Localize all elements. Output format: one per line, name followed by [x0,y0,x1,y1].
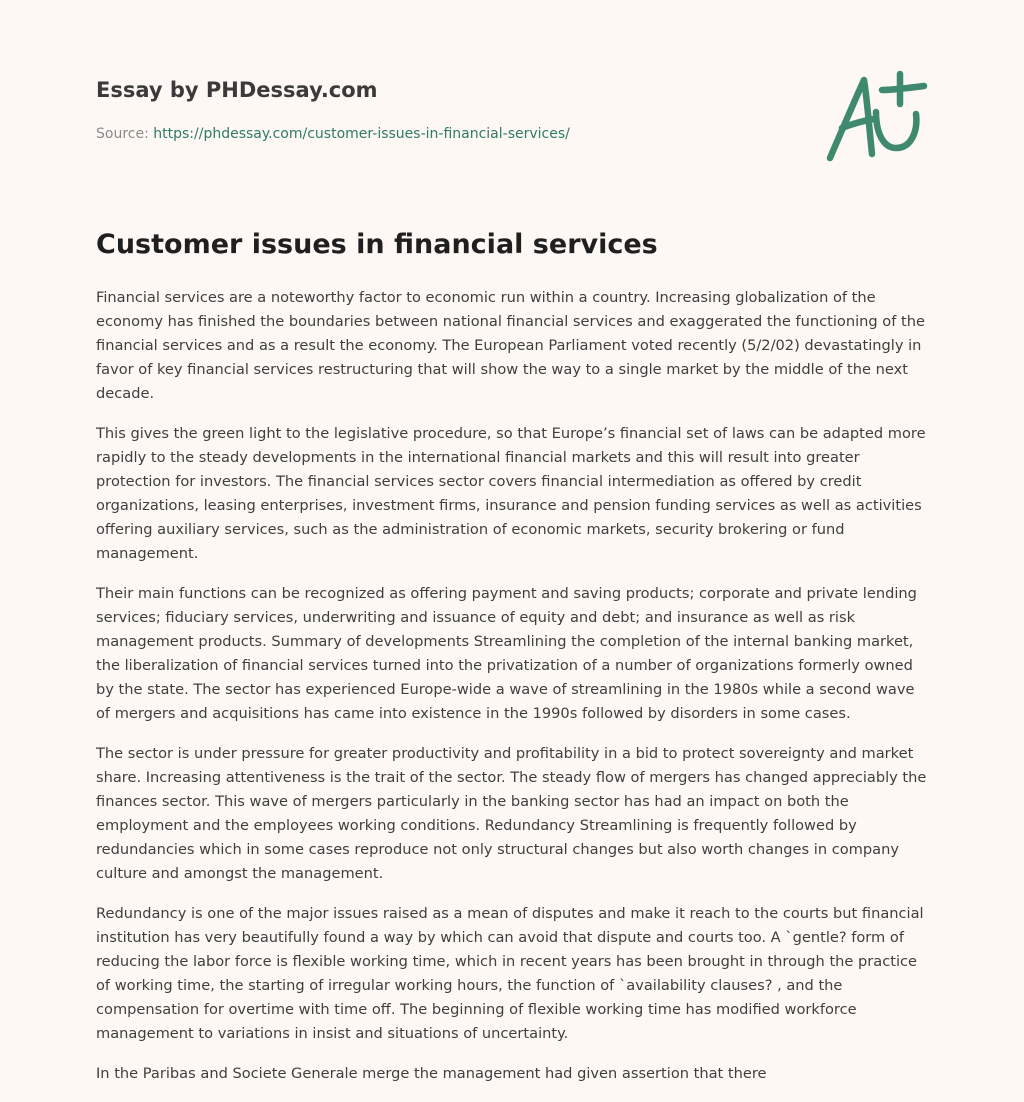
source-link[interactable]: https://phdessay.com/customer-issues-in-financial-services/ [153,126,570,142]
essay-header [96,76,796,144]
a-plus-logo-icon [820,68,928,166]
essay-title: Customer issues in financial services [96,229,658,260]
essay-paragraph: The sector is under pressure for greater productivity and profitability in a bid to protect sovereignty and market share. Increasing attentiveness is the trait of the sector. The steady flow of mergers has changed appreciably the finances sector. This wave of mergers particularly in the banking sector has had an impact on both the employment and the employees working conditions. Redundancy Streamlining is frequently followed by redundancies which in some cases reproduce not only structural changes but also worth changes in company culture and amongst the management. [96,745,927,882]
essay-content [96,226,930,1102]
essay-paragraph: Their main functions can be recognized as offering payment and saving products; corporate and private lending services; fiduciary services, underwriting and issuance of equity and debt; and insurance as well as risk management products. Summary of developments Streamlining the completion of the internal banking market, the liberalization of financial services turned into the privatization of a number of organizations formerly owned by the state. The sector has experienced Europe-wide a wave of streamlining in the 1980s while a second wave of mergers and acquisitions has came into existence in the 1990s followed by disorders in some cases. [96,585,917,722]
essay-paragraph: In the Paribas and Societe Generale merge the management had given assertion that there [96,1065,767,1082]
essay-paragraph: Redundancy is one of the major issues raised as a mean of disputes and make it reach to the courts but financial institution has very beautifully found a way by which can avoid that dispute and courts too. A `gentle? form of reducing the labor force is flexible working time, which in recent years has been brought in through the practice of working time, the starting of irregular working hours, the function of `availability clauses? , and the compensation for overtime with time off. The beginning of flexible working time has modified workforce management to variations in insist and situations of uncertainty. [96,905,924,1042]
brand-title: Essay by PHDessay.com [96,78,378,102]
essay-paragraph: This gives the green light to the legislative procedure, so that Europe’s financial set of laws can be adapted more rapidly to the steady developments in the international financial markets and this will result into greater protection for investors. The financial services sector covers financial intermediation as offered by credit organizations, leasing enterprises, investment firms, insurance and pension funding services as well as activities offering auxiliary services, such as the administration of economic markets, security brokering or fund management. [96,425,926,562]
source-line [96,124,796,144]
essay-paragraph: Financial services are a noteworthy factor to economic run within a country. Increasing globalization of the economy has finished the boundaries between national financial services and exaggerated the functioning of the financial services and as a result the economy. The European Parliament voted recently (5/2/02) devastatingly in favor of key financial services restructuring that will show the way to a single market by the middle of the next decade. [96,289,925,402]
source-label: Source: [96,126,154,142]
